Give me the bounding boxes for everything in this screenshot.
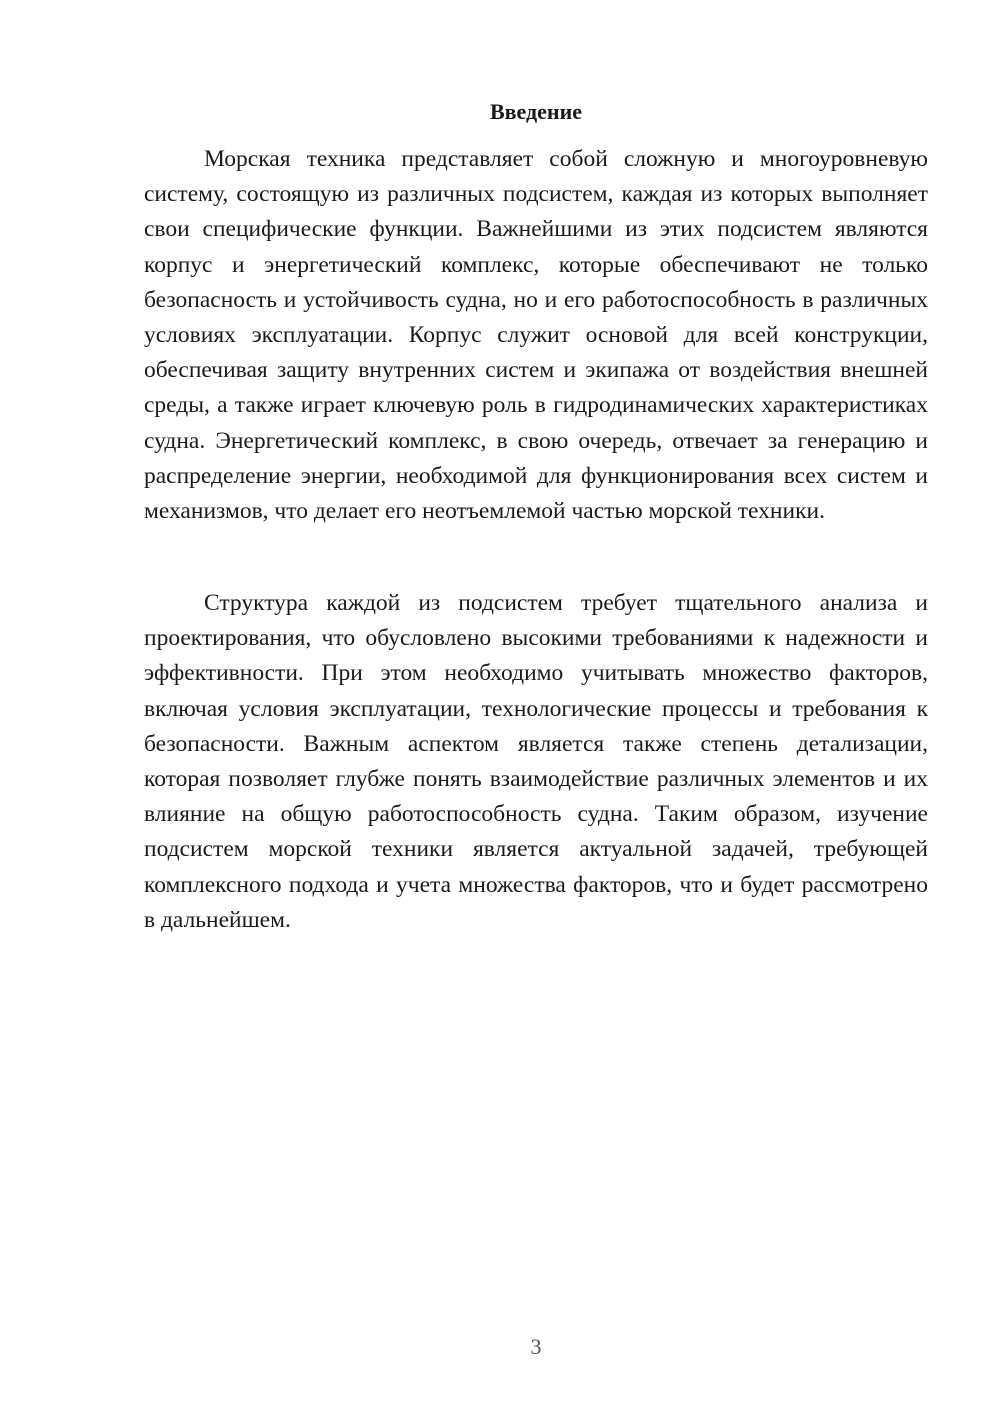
paragraph-2: Структура каждой из подсистем требует тщательного анализа и проектирования, что обусловлено высокими требованиями к надежности и эффективности. При этом необходимо учитывать множество факторов, включая условия эксплуатации, технологические процессы и требования к безопасности. Важным аспектом является также степень детализации, которая позволяет глубже понять взаимодействие различных элементов и их влияние на общую работоспособность судна. Таким образом, изучение подсистем морской техники является актуальной задачей, требующей комплексного подхода и учета множества факторов, что и будет рассмотрено в дальнейшем. [144, 590, 928, 933]
page-number: 3 [530, 1334, 542, 1359]
section-heading: Введение [489, 99, 583, 124]
paragraph-1: Морская техника представляет собой сложную и многоуровневую систему, состоящую из различных подсистем, каждая из которых выполняет свои специфические функции. Важнейшими из этих подсистем являются корпус и энергетический комплекс, которые обеспечивают не только безопасность и устойчивость судна, но и его работоспособность в различных условиях эксплуатации. Корпус служит основой для всей конструкции, обеспечивая защиту внутренних систем и экипажа от воздействия внешней среды, а также играет ключевую роль в гидродинамических характеристиках судна. Энергетический комплекс, в свою очередь, отвечает за генерацию и распределение энергии, необходимой для функционирования всех систем и механизмов, что делает его неотъемлемой частью морской техники. [144, 146, 928, 525]
